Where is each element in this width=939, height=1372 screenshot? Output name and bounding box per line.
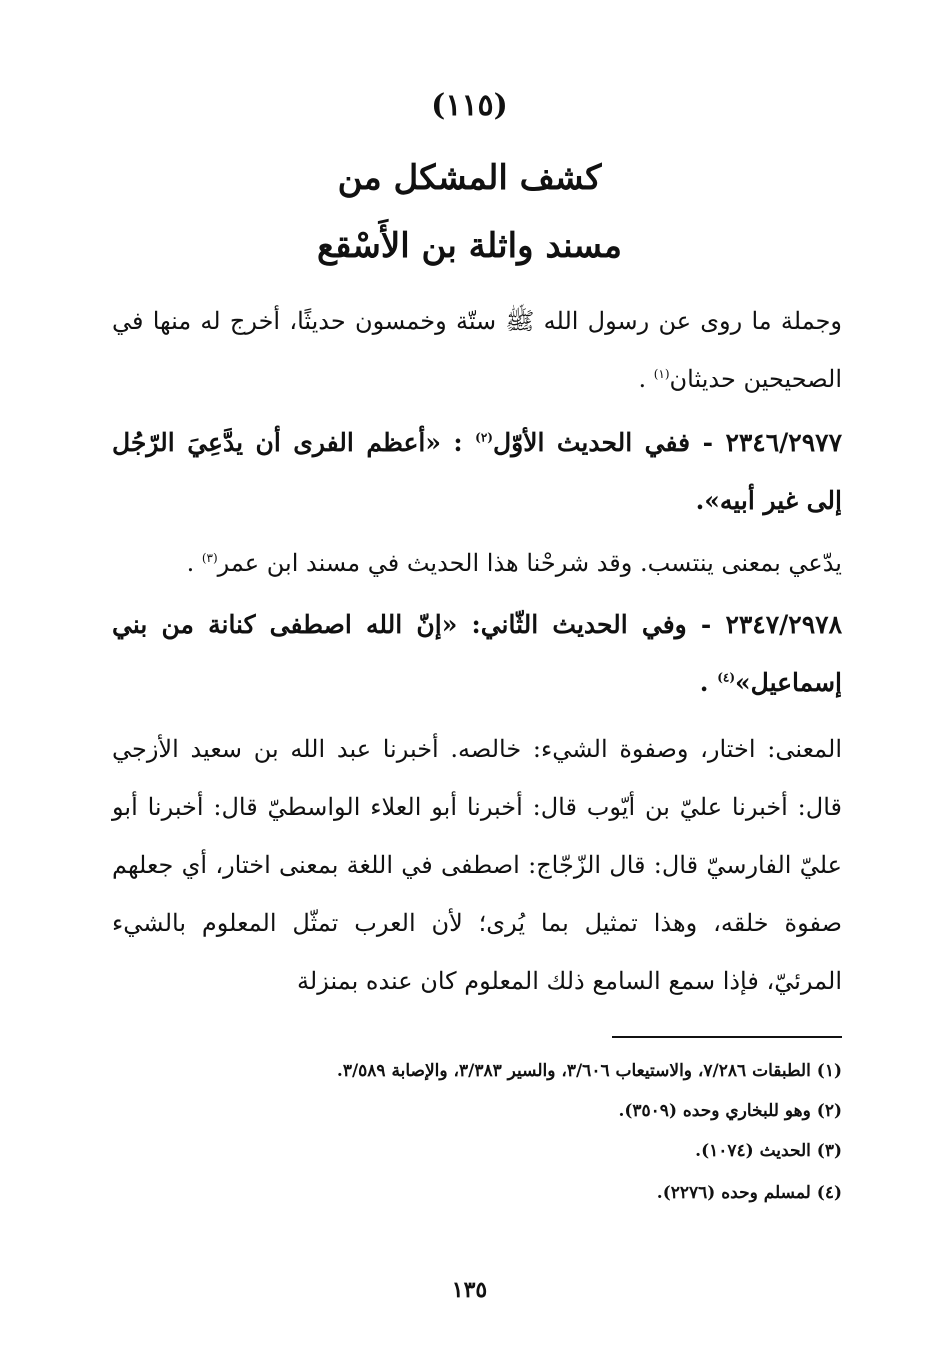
- commentary-1-text: يدّعي بمعنى ينتسب. وقد شرحْنا هذا الحديث في مسند ابن عمر: [217, 549, 842, 577]
- commentary-1-end: .: [186, 549, 202, 577]
- page-number: ١٣٥: [451, 1277, 488, 1303]
- commentary-1: [112, 534, 842, 592]
- hadith-1: [112, 414, 842, 530]
- section-number: (١١٥): [431, 88, 508, 123]
- footnote-divider: [612, 1036, 842, 1038]
- footnote-ref-1: (١): [653, 367, 670, 381]
- footnote-ref-3: (٣): [201, 551, 218, 565]
- hadith-2: [112, 596, 842, 712]
- footnote-4: (٤) لمسلم وحده (٢٢٧٦).: [656, 1183, 842, 1203]
- hadith-2-text: ٢٣٤٧/٢٩٧٨ - وفي الحديث الثّاني: «إنّ الله اصطفى كنانة من بني إسماعيل»: [112, 610, 842, 697]
- footnote-2: (٢) وهو للبخاري وحده (٣٥٠٩).: [618, 1101, 842, 1121]
- footnote-ref-4: (٤): [717, 670, 736, 685]
- intro-end: .: [638, 365, 654, 393]
- commentary-2: المعنى: اختار، وصفوة الشيء: خالصه. أخبرنا عبد الله بن سعيد الأزجي قال: أخبرنا عليّ بن أيّوب قال: أخبرنا أبو العلاء الواسطيّ قال: أخبرنا أبو عليّ الفارسيّ قال: قال الزّجّاج: اصطفى في اللغة بمعنى اختار، أي جعلهم صفوة خلقه، وهذا تمثيل بما يُرى؛ لأن العرب تمثّل المعلوم بالشيء المرئيّ، فإذا سمع السامع ذلك المعلوم كان عنده بمنزلة: [112, 735, 842, 995]
- section-title-line-1: كشف المشكل من: [337, 158, 602, 198]
- footnote-1: (١) الطبقات ٧/٢٨٦، والاستيعاب ٣/٦٠٦، والسير ٣/٣٨٣، والإصابة ٣/٥٨٩.: [336, 1061, 842, 1081]
- intro-paragraph: [112, 292, 842, 408]
- footnote-ref-2: (٢): [475, 430, 493, 445]
- hadith-1-number: ٢٣٤٦/٢٩٧٧ - ففي الحديث الأوّل: [492, 428, 842, 457]
- footnote-3: (٣) الحديث (١٠٧٤).: [695, 1141, 842, 1161]
- section-title-line-2: مسند واثلة بن الأَسْقع: [317, 226, 622, 266]
- hadith-1-text: : «أعظم الفرى أن يدَّعِيَ الرّجُل إلى غير أبيه».: [112, 428, 842, 515]
- hadith-2-end: .: [699, 668, 718, 697]
- intro-text: وجملة ما روى عن رسول الله ﷺ ستّة وخمسون حديثًا، أخرج له منها في الصحيحين حديثان: [112, 307, 842, 393]
